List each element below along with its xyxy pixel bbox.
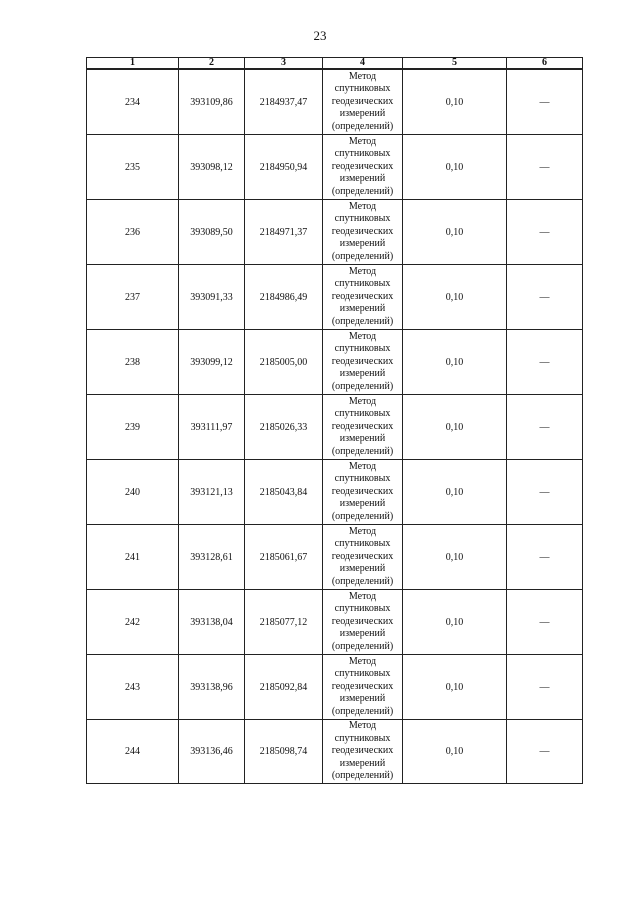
- x-coordinate-cell: 393111,97: [179, 395, 245, 460]
- x-coordinate-cell: 393138,96: [179, 655, 245, 720]
- table-row: [87, 135, 583, 200]
- note-cell: —: [507, 460, 583, 525]
- coordinates-table: [86, 57, 583, 784]
- header-col-2: 2: [179, 58, 245, 70]
- method-line: (определений): [331, 510, 394, 522]
- y-coordinate-cell: 2185077,12: [245, 590, 323, 655]
- header-col-6: 6: [507, 58, 583, 70]
- table-row: [87, 720, 583, 784]
- method-line: геодезических: [331, 420, 394, 432]
- y-coordinate-cell: 2185098,74: [245, 720, 323, 784]
- method-line: измерений: [339, 693, 386, 705]
- method-line: измерений: [339, 433, 386, 445]
- y-coordinate-cell: 2185043,84: [245, 460, 323, 525]
- method-line: Метод: [348, 460, 377, 472]
- method-cell: [323, 200, 403, 265]
- table-row: [87, 395, 583, 460]
- header-row: [87, 58, 583, 70]
- method-line: (определений): [331, 445, 394, 457]
- method-line: спутниковых: [334, 473, 391, 485]
- note-cell: —: [507, 69, 583, 135]
- page-number: 23: [313, 28, 327, 43]
- method-line: (определений): [331, 250, 394, 262]
- point-number-cell: 235: [87, 135, 179, 200]
- method-line: геодезических: [331, 680, 394, 692]
- method-line: спутниковых: [334, 668, 391, 680]
- method-line: измерений: [339, 757, 386, 769]
- table-row: [87, 655, 583, 720]
- method-cell: [323, 590, 403, 655]
- x-coordinate-cell: 393099,12: [179, 330, 245, 395]
- table-row: [87, 330, 583, 395]
- point-number-cell: 242: [87, 590, 179, 655]
- note-cell: —: [507, 200, 583, 265]
- point-number-cell: 238: [87, 330, 179, 395]
- method-cell: [323, 525, 403, 590]
- point-number-cell: 236: [87, 200, 179, 265]
- point-number-cell: 240: [87, 460, 179, 525]
- y-coordinate-cell: 2185005,00: [245, 330, 323, 395]
- accuracy-cell: 0,10: [403, 590, 507, 655]
- method-cell: [323, 395, 403, 460]
- note-cell: —: [507, 330, 583, 395]
- note-cell: —: [507, 395, 583, 460]
- method-line: Метод: [348, 655, 377, 667]
- accuracy-cell: 0,10: [403, 460, 507, 525]
- method-line: (определений): [331, 640, 394, 652]
- method-line: спутниковых: [334, 343, 391, 355]
- method-line: измерений: [339, 368, 386, 380]
- table-row: [87, 590, 583, 655]
- accuracy-cell: 0,10: [403, 395, 507, 460]
- method-line: измерений: [339, 108, 386, 120]
- accuracy-cell: 0,10: [403, 720, 507, 784]
- method-line: измерений: [339, 303, 386, 315]
- method-line: геодезических: [331, 745, 394, 756]
- method-line: спутниковых: [334, 278, 391, 290]
- method-line: измерений: [339, 628, 386, 640]
- y-coordinate-cell: 2184950,94: [245, 135, 323, 200]
- x-coordinate-cell: 393138,04: [179, 590, 245, 655]
- method-line: геодезических: [331, 615, 394, 627]
- x-coordinate-cell: 393136,46: [179, 720, 245, 784]
- x-coordinate-cell: 393091,33: [179, 265, 245, 330]
- method-line: геодезических: [331, 225, 394, 237]
- table-row: [87, 265, 583, 330]
- point-number-cell: 237: [87, 265, 179, 330]
- note-cell: —: [507, 135, 583, 200]
- x-coordinate-cell: 393109,86: [179, 69, 245, 135]
- table-header: [87, 58, 583, 70]
- y-coordinate-cell: 2184971,37: [245, 200, 323, 265]
- method-cell: [323, 135, 403, 200]
- note-cell: —: [507, 590, 583, 655]
- y-coordinate-cell: 2184937,47: [245, 69, 323, 135]
- method-line: (определений): [331, 315, 394, 327]
- method-line: Метод: [348, 265, 377, 277]
- method-line: Метод: [348, 525, 377, 537]
- method-line: спутниковых: [334, 213, 391, 225]
- point-number-cell: 241: [87, 525, 179, 590]
- method-line: спутниковых: [334, 148, 391, 160]
- x-coordinate-cell: 393121,13: [179, 460, 245, 525]
- method-line: (определений): [331, 120, 394, 132]
- method-line: спутниковых: [334, 538, 391, 550]
- method-line: геодезических: [331, 485, 394, 497]
- note-cell: —: [507, 655, 583, 720]
- note-cell: —: [507, 525, 583, 590]
- header-col-1: 1: [87, 58, 179, 70]
- method-line: спутниковых: [334, 603, 391, 615]
- method-line: геодезических: [331, 550, 394, 562]
- accuracy-cell: 0,10: [403, 655, 507, 720]
- accuracy-cell: 0,10: [403, 200, 507, 265]
- method-line: измерений: [339, 563, 386, 575]
- accuracy-cell: 0,10: [403, 69, 507, 135]
- y-coordinate-cell: 2185092,84: [245, 655, 323, 720]
- table-row: [87, 525, 583, 590]
- header-col-3: 3: [245, 58, 323, 70]
- y-coordinate-cell: 2185061,67: [245, 525, 323, 590]
- accuracy-cell: 0,10: [403, 525, 507, 590]
- x-coordinate-cell: 393089,50: [179, 200, 245, 265]
- method-line: Метод: [348, 395, 377, 407]
- table-body: [87, 69, 583, 783]
- table-row: [87, 200, 583, 265]
- method-cell: [323, 330, 403, 395]
- table-row: [87, 69, 583, 135]
- method-line: Метод: [348, 70, 377, 82]
- method-cell: [323, 655, 403, 720]
- method-line: геодезических: [331, 355, 394, 367]
- method-cell: [323, 460, 403, 525]
- method-cell: [323, 69, 403, 135]
- method-line: Метод: [348, 330, 377, 342]
- method-line: геодезических: [331, 290, 394, 302]
- method-line: (определений): [331, 380, 394, 392]
- method-line: измерений: [339, 173, 386, 185]
- method-line: Метод: [348, 200, 377, 212]
- y-coordinate-cell: 2185026,33: [245, 395, 323, 460]
- point-number-cell: 243: [87, 655, 179, 720]
- point-number-cell: 244: [87, 720, 179, 784]
- method-line: (определений): [331, 770, 394, 781]
- method-line: спутниковых: [334, 83, 391, 95]
- x-coordinate-cell: 393128,61: [179, 525, 245, 590]
- point-number-cell: 234: [87, 69, 179, 135]
- accuracy-cell: 0,10: [403, 265, 507, 330]
- method-cell: [323, 265, 403, 330]
- method-line: (определений): [331, 705, 394, 717]
- method-line: Метод: [348, 590, 377, 602]
- method-line: геодезических: [331, 160, 394, 172]
- point-number-cell: 239: [87, 395, 179, 460]
- method-line: спутниковых: [334, 408, 391, 420]
- method-line: (определений): [331, 185, 394, 197]
- method-line: измерений: [339, 238, 386, 250]
- table-row: [87, 460, 583, 525]
- method-cell: [323, 720, 403, 784]
- method-line: Метод: [348, 135, 377, 147]
- header-col-5: 5: [403, 58, 507, 70]
- method-line: геодезических: [331, 95, 394, 107]
- x-coordinate-cell: 393098,12: [179, 135, 245, 200]
- note-cell: —: [507, 265, 583, 330]
- note-cell: —: [507, 720, 583, 784]
- method-line: спутниковых: [334, 732, 391, 744]
- accuracy-cell: 0,10: [403, 135, 507, 200]
- method-line: измерений: [339, 498, 386, 510]
- method-line: (определений): [331, 575, 394, 587]
- accuracy-cell: 0,10: [403, 330, 507, 395]
- method-line: Метод: [348, 720, 377, 731]
- y-coordinate-cell: 2184986,49: [245, 265, 323, 330]
- header-col-4: 4: [323, 58, 403, 70]
